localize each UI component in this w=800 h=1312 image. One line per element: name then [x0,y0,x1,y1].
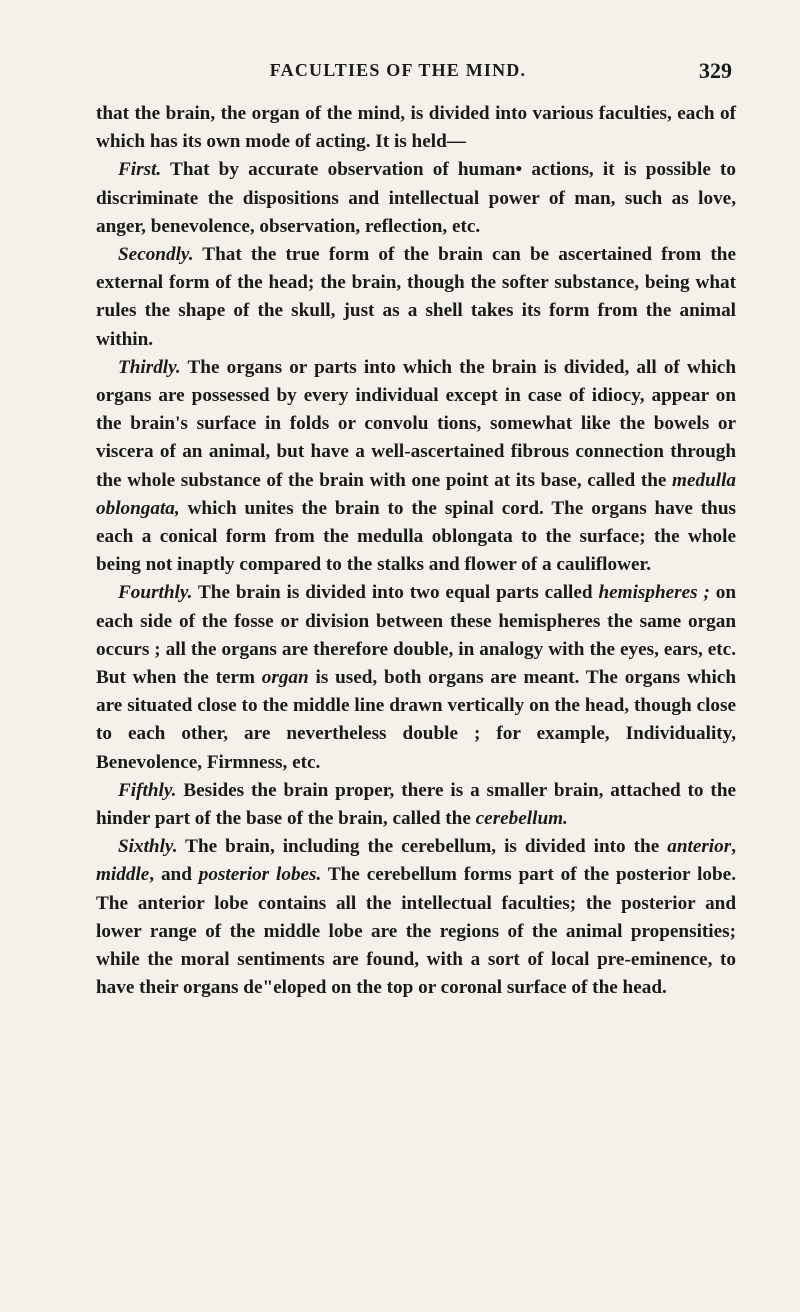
paragraph-lead: First. [118,159,162,181]
paragraph-italic: middle [96,864,150,886]
paragraph-italic: organ [261,667,309,689]
paragraph-lead: Fourthly. [118,582,193,604]
body-text [96,100,736,1003]
paragraph-italic: posterior lobes. [198,864,322,886]
paragraph-text: The brain is divided into two equal parts called [192,582,599,604]
paragraph-thirdly [96,354,736,580]
paragraph-lead: Secondly. [118,244,194,266]
paragraph-text: That the true form of the brain can be ascertained from the external form of the head; the brain, though the softer substance, being what rules the shape of the skull, just as a shell takes its form from the animal within. [96,244,736,350]
paragraph-text: is used, both organs are meant. The organs which are situated close to the middle line drawn vertically on the head, though close to each other, are nevertheless double ; for example, Individuality, Benevolence, Firmness, etc. [96,667,736,773]
paragraph-text: The cerebellum forms part of the posterior lobe. The anterior lobe contains all the intellectual faculties; the posterior and lower range of the middle lobe are the regions of the animal propensities; while the moral sentiments are found, with a sort of local pre-eminence, to have their organs de"eloped on the top or coronal surface of the head. [96,864,736,999]
paragraph-intro [96,100,736,156]
paragraph-secondly [96,241,736,354]
running-head [64,56,732,86]
paragraph-fifthly [96,777,736,833]
paragraph-text: That by accurate observation of human• actions, it is possible to discriminate the dispositions and intellectual power of man, such as love, anger, benevolence, observation, reflection, etc. [96,159,736,237]
paragraph-italic: cerebellum. [475,808,568,830]
paragraph-lead: Thirdly. [118,356,181,378]
paragraph-text: that the brain, the organ of the mind, is divided into various faculties, each of which has its own mode of acting. It is held— [96,103,736,153]
paragraph-text: which unites the brain to the spinal cord. The organs have thus each a conical form from the medulla oblongata to the surface; the whole being not inaptly compared to the stalks and flower of a cauliflower. [96,497,736,576]
paragraph-lead: Sixthly. [118,836,178,858]
page-number: 329 [699,58,732,83]
paragraph-italic: hemispheres ; [598,582,710,604]
paragraph-text: , and [149,864,199,886]
paragraph-lead: Fifthly. [118,779,177,801]
paragraph-text: The organs or parts into which the brain is divided, all of which organs are possessed by every individual except in case of idiocy, appear on the brain's surface in folds or convolu tions, somewhat like the bowels or viscera of an animal, but have a well-ascertained fibrous connection through the whole substance of the brain with one point at its base, called the [96,356,736,491]
paragraph-text: on each side of the fosse or division between these hemispheres the same organ occurs ; all the organs are therefore double, in analogy with the eyes, ears, etc. But when the term [96,582,737,689]
paragraph-italic: anterior [667,836,732,858]
paragraph-text: Besides the brain proper, there is a smaller brain, attached to the hinder part of the base of the brain, called the [96,779,736,830]
paragraph-sixthly [96,833,736,1002]
paragraph-italic: medulla oblongata, [96,469,736,519]
running-title: FACULTIES OF THE MIND. [269,60,527,80]
paragraph-fourthly [96,579,736,776]
paragraph-text: The brain, including the cerebellum, is divided into the [177,836,668,858]
paragraph-first [96,156,736,241]
paragraph-text: , [731,836,736,858]
